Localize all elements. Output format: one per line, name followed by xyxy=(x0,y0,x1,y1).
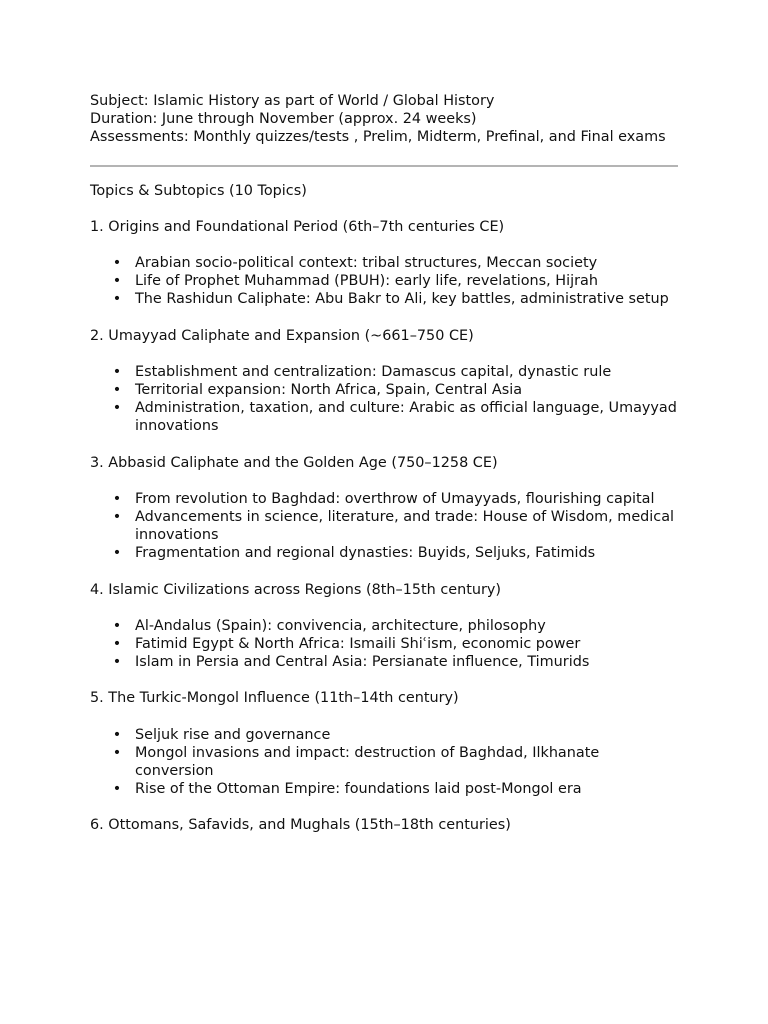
subtopic-item xyxy=(90,726,680,744)
subtopic-text: Al-Andalus (Spain): convivencia, architecture, philosophy xyxy=(135,617,546,634)
bullet-icon: • xyxy=(112,273,122,290)
topic-title: 2. Umayyad Caliphate and Expansion (~661–750 CE) xyxy=(90,327,474,344)
subtopic-text: Seljuk rise and governance xyxy=(135,726,331,743)
subtopic-item xyxy=(90,744,680,780)
subtopic-item xyxy=(90,653,680,671)
subtopic-text: Territorial expansion: North Africa, Spain, Central Asia xyxy=(135,382,523,399)
topic-title: 3. Abbasid Caliphate and the Golden Age (750–1258 CE) xyxy=(90,454,498,471)
document-body xyxy=(90,92,680,853)
subtopic-list xyxy=(90,254,680,309)
subject-line: Subject: Islamic History as part of World / Global History xyxy=(90,93,495,109)
subtopic-item xyxy=(90,272,680,290)
subtopic-item xyxy=(90,780,680,798)
subtopic-list xyxy=(90,363,680,436)
subtopic-text: From revolution to Baghdad: overthrow of Umayyads, flourishing capital xyxy=(135,490,655,507)
horizontal-divider xyxy=(90,165,678,167)
subtopic-text: Advancements in science, literature, and trade: House of Wisdom, medical innovations xyxy=(135,509,675,544)
subtopic-item xyxy=(90,635,680,653)
subtopic-text: Arabian socio-political context: tribal structures, Meccan society xyxy=(135,255,598,272)
bullet-icon: • xyxy=(112,617,122,634)
subtopic-item xyxy=(90,399,680,435)
bullet-icon: • xyxy=(112,726,122,743)
subtopic-text: Life of Prophet Muhammad (PBUH): early life, revelations, Hijrah xyxy=(135,273,598,290)
subtopic-item xyxy=(90,544,680,562)
bullet-icon: • xyxy=(112,509,122,526)
subtopic-text: Rise of the Ottoman Empire: foundations laid post-Mongol era xyxy=(135,781,582,798)
bullet-icon: • xyxy=(112,636,122,653)
topic-title: 5. The Turkic-Mongol Influence (11th–14th century) xyxy=(90,690,459,707)
course-info xyxy=(90,92,680,147)
bullet-icon: • xyxy=(112,490,122,507)
bullet-icon: • xyxy=(112,781,122,798)
subtopic-text: Administration, taxation, and culture: Arabic as official language, Umayyad innovations xyxy=(135,400,677,435)
subtopic-item xyxy=(90,254,680,272)
subtopic-text: Mongol invasions and impact: destruction of Baghdad, Ilkhanate conversion xyxy=(135,744,600,780)
topic-title: 1. Origins and Foundational Period (6th–7th centuries CE) xyxy=(90,218,505,235)
subtopic-list xyxy=(90,490,680,563)
bullet-icon: • xyxy=(112,545,122,562)
bullet-icon: • xyxy=(112,382,122,399)
subtopic-item xyxy=(90,617,680,635)
bullet-icon: • xyxy=(112,291,122,308)
subtopic-list xyxy=(90,726,680,799)
bullet-icon: • xyxy=(112,744,122,761)
topics-heading: Topics & Subtopics (10 Topics) xyxy=(90,182,307,199)
subtopic-item xyxy=(90,508,680,544)
topic-title: 6. Ottomans, Safavids, and Mughals (15th–18th centuries) xyxy=(90,817,511,834)
subtopic-item xyxy=(90,490,680,508)
subtopic-text: Fragmentation and regional dynasties: Buyids, Seljuks, Fatimids xyxy=(135,545,596,562)
bullet-icon: • xyxy=(112,654,122,671)
subtopic-list xyxy=(90,617,680,672)
bullet-icon: • xyxy=(112,363,122,380)
bullet-icon: • xyxy=(112,255,122,272)
topics-list xyxy=(90,218,680,835)
subtopic-text: Fatimid Egypt & North Africa: Ismaili Shiʿism, economic power xyxy=(135,636,581,653)
subtopic-item xyxy=(90,290,680,308)
subtopic-text: Establishment and centralization: Damascus capital, dynastic rule xyxy=(135,363,612,380)
subtopic-item xyxy=(90,381,680,399)
duration-line: Duration: June through November (approx. 24 weeks) xyxy=(90,111,477,128)
subtopic-item xyxy=(90,363,680,381)
bullet-icon: • xyxy=(112,400,122,417)
assessments-line: Assessments: Monthly quizzes/tests , Prelim, Midterm, Prefinal, and Final exams xyxy=(90,129,666,146)
topic-title: 4. Islamic Civilizations across Regions (8th–15th century) xyxy=(90,581,502,598)
subtopic-text: Islam in Persia and Central Asia: Persianate influence, Timurids xyxy=(135,654,590,671)
subtopic-text: The Rashidun Caliphate: Abu Bakr to Ali, key battles, administrative setup xyxy=(135,291,669,308)
